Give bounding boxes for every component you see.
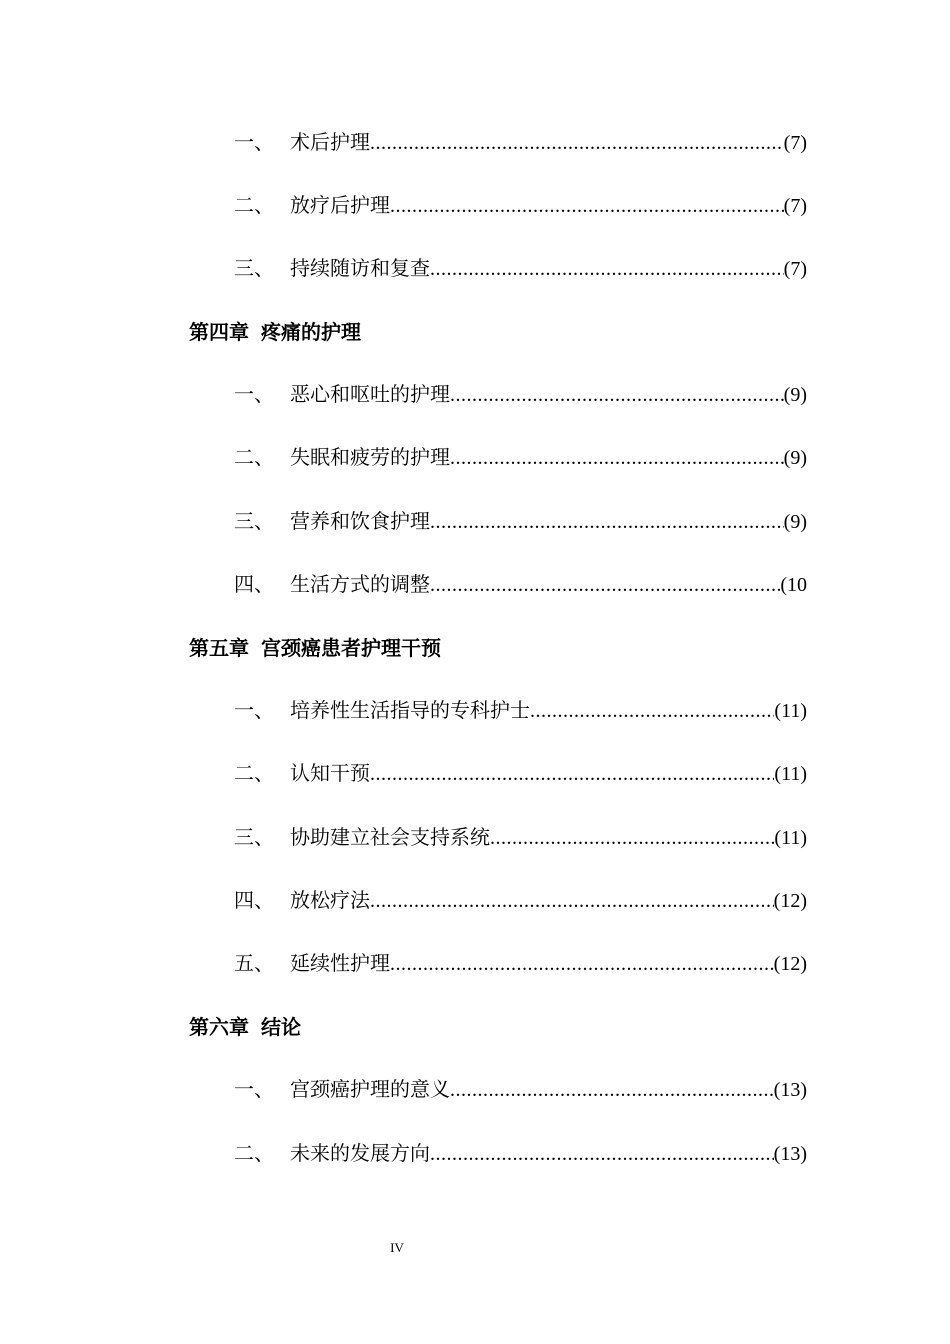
dot-leader (430, 254, 784, 284)
toc-entry[interactable] (234, 506, 807, 536)
toc-entry-number: 四、 (234, 888, 274, 912)
toc-entry-title: 恶心和呕吐的护理 (290, 382, 450, 406)
toc-entry[interactable] (234, 885, 807, 915)
chapter-heading[interactable] (189, 1012, 301, 1042)
toc-entry-title: 延续性护理 (290, 951, 390, 975)
toc-entry-number: 三、 (234, 825, 274, 849)
dot-leader (370, 886, 774, 916)
toc-entry[interactable] (234, 190, 807, 220)
chapter-label: 第六章 (189, 1015, 249, 1039)
toc-entry-number: 二、 (234, 1141, 274, 1165)
dot-leader (390, 949, 774, 979)
toc-entry-number: 二、 (234, 761, 274, 785)
toc-entry-title: 术后护理 (290, 130, 370, 154)
toc-entry[interactable] (234, 1138, 807, 1168)
chapter-label: 第四章 (189, 320, 249, 344)
toc-entry[interactable] (234, 569, 807, 599)
toc-entry-title: 营养和饮食护理 (290, 509, 430, 533)
toc-entry-title: 放松疗法 (290, 888, 370, 912)
chapter-title: 疼痛的护理 (261, 320, 361, 344)
dot-leader (430, 570, 780, 600)
toc-entry-page: (9) (783, 511, 807, 533)
toc-entry-page: (10 (780, 574, 807, 596)
toc-entry-title: 未来的发展方向 (290, 1141, 430, 1165)
toc-entry-title: 持续随访和复查 (290, 256, 430, 280)
toc-entry-page: (13) (773, 1079, 807, 1101)
chapter-title: 宫颈癌患者护理干预 (261, 636, 441, 660)
toc-entry-number: 一、 (234, 382, 274, 406)
toc-entry-page: (7) (783, 258, 807, 280)
page-number: IV (390, 1240, 404, 1255)
toc-entry-title: 失眠和疲劳的护理 (290, 445, 450, 469)
toc-entry[interactable] (234, 442, 807, 472)
toc-entry-page: (13) (773, 1143, 807, 1165)
toc-entry[interactable] (234, 822, 807, 852)
toc-entry[interactable] (234, 127, 807, 157)
toc-entry-page: (11) (774, 763, 807, 785)
toc-entry-number: 二、 (234, 193, 274, 217)
toc-entry-number: 四、 (234, 572, 274, 596)
dot-leader (450, 443, 784, 473)
dot-leader (430, 1139, 774, 1169)
toc-entry-title: 认知干预 (290, 761, 370, 785)
toc-entry-page: (11) (774, 827, 807, 849)
dot-leader (390, 191, 784, 221)
toc-entry[interactable] (234, 948, 807, 978)
dot-leader (450, 380, 784, 410)
toc-entry-title: 培养性生活指导的专科护士 (290, 698, 530, 722)
toc-entry-page: (9) (783, 384, 807, 406)
toc-entry-page: (12) (773, 890, 807, 912)
chapter-heading[interactable] (189, 633, 441, 663)
chapter-title: 结论 (261, 1015, 301, 1039)
toc-entry[interactable] (234, 253, 807, 283)
toc-entry-page: (11) (774, 700, 807, 722)
dot-leader (370, 128, 784, 158)
toc-entry-title: 协助建立社会支持系统 (290, 825, 490, 849)
toc-entry-page: (12) (773, 953, 807, 975)
toc-entry-number: 一、 (234, 1077, 274, 1101)
toc-entry-number: 三、 (234, 256, 274, 280)
chapter-heading[interactable] (189, 317, 361, 347)
toc-entry-title: 放疗后护理 (290, 193, 390, 217)
toc-entry-number: 三、 (234, 509, 274, 533)
toc-entry-number: 一、 (234, 698, 274, 722)
toc-entry-number: 一、 (234, 130, 274, 154)
dot-leader (490, 823, 774, 853)
dot-leader (370, 759, 774, 789)
toc-entry-page: (7) (783, 195, 807, 217)
toc-entry-title: 宫颈癌护理的意义 (290, 1077, 450, 1101)
toc-entry-number: 二、 (234, 445, 274, 469)
dot-leader (530, 696, 774, 726)
toc-entry-page: (9) (783, 447, 807, 469)
toc-entry[interactable] (234, 1074, 807, 1104)
toc-entry-title: 生活方式的调整 (290, 572, 430, 596)
toc-entry[interactable] (234, 379, 807, 409)
chapter-label: 第五章 (189, 636, 249, 660)
toc-entry[interactable] (234, 758, 807, 788)
toc-entry[interactable] (234, 695, 807, 725)
dot-leader (450, 1075, 774, 1105)
dot-leader (430, 507, 784, 537)
toc-entry-page: (7) (783, 132, 807, 154)
toc-entry-number: 五、 (234, 951, 274, 975)
